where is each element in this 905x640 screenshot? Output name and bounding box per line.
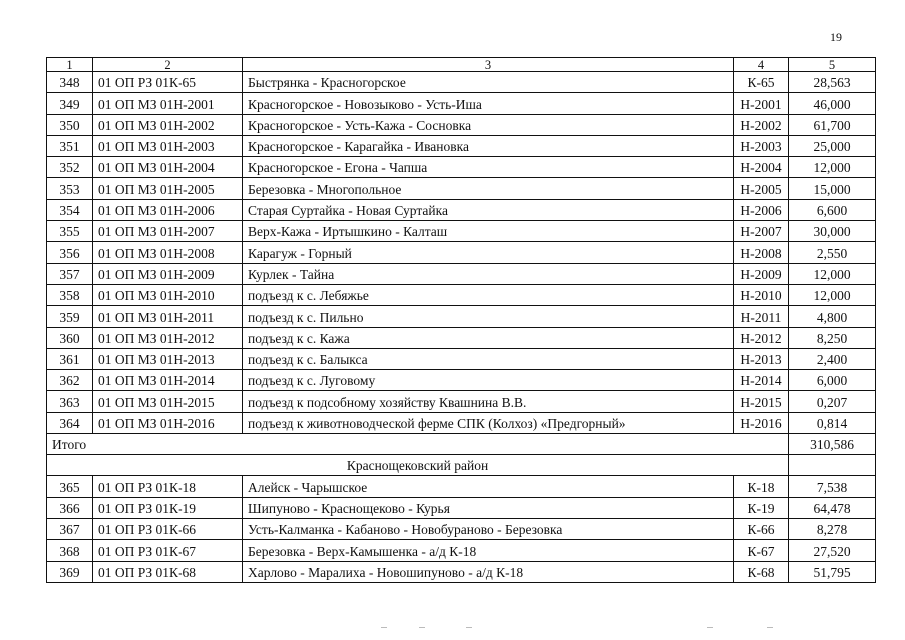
road-code: 01 ОП МЗ 01Н-2003 — [93, 135, 243, 156]
table-row — [47, 178, 876, 199]
road-name: Красногорское - Егона - Чапша — [243, 157, 734, 178]
road-name: подъезд к с. Луговому — [243, 370, 734, 391]
road-code: 01 ОП МЗ 01Н-2012 — [93, 327, 243, 348]
road-name: Харлово - Маралиха - Новошипуново - а/д К-18 — [243, 561, 734, 582]
scan-artifacts — [0, 627, 905, 635]
table-row — [47, 497, 876, 518]
road-length: 7,538 — [789, 476, 876, 497]
road-code: 01 ОП МЗ 01Н-2008 — [93, 242, 243, 263]
column-header-5: 5 — [789, 58, 876, 72]
road-length: 64,478 — [789, 497, 876, 518]
total-label: Итого — [47, 434, 789, 455]
road-name: Алейск - Чарышское — [243, 476, 734, 497]
road-index: Н-2016 — [734, 412, 789, 433]
column-header-2: 2 — [93, 58, 243, 72]
road-code: 01 ОП МЗ 01Н-2005 — [93, 178, 243, 199]
road-code: 01 ОП МЗ 01Н-2014 — [93, 370, 243, 391]
road-index: Н-2007 — [734, 221, 789, 242]
road-code: 01 ОП МЗ 01Н-2002 — [93, 114, 243, 135]
district-empty-cell — [789, 455, 876, 476]
road-code: 01 ОП РЗ 01К-19 — [93, 497, 243, 518]
page-number: 19 — [830, 30, 842, 44]
row-number: 369 — [47, 561, 93, 582]
row-number: 352 — [47, 157, 93, 178]
road-name: Усть-Калманка - Кабаново - Новобураново - Березовка — [243, 518, 734, 539]
road-length: 8,278 — [789, 518, 876, 539]
table-body — [47, 58, 876, 583]
road-name: Березовка - Верх-Камышенка - а/д К-18 — [243, 540, 734, 561]
table-row — [47, 263, 876, 284]
road-name: подъезд к с. Балыкса — [243, 348, 734, 369]
road-length: 12,000 — [789, 263, 876, 284]
road-name: Березовка - Многопольное — [243, 178, 734, 199]
road-index: Н-2010 — [734, 284, 789, 305]
road-length: 12,000 — [789, 284, 876, 305]
road-index: К-65 — [734, 72, 789, 93]
road-code: 01 ОП РЗ 01К-65 — [93, 72, 243, 93]
road-length: 51,795 — [789, 561, 876, 582]
road-index: Н-2005 — [734, 178, 789, 199]
road-length: 12,000 — [789, 157, 876, 178]
district-title: Краснощековский район — [47, 455, 789, 476]
column-header-row — [47, 58, 876, 72]
row-number: 357 — [47, 263, 93, 284]
road-code: 01 ОП МЗ 01Н-2001 — [93, 93, 243, 114]
table-row — [47, 284, 876, 305]
road-name: Верх-Кажа - Иртышкино - Калташ — [243, 221, 734, 242]
road-length: 6,600 — [789, 199, 876, 220]
row-number: 354 — [47, 199, 93, 220]
total-value: 310,586 — [789, 434, 876, 455]
row-number: 350 — [47, 114, 93, 135]
row-number: 349 — [47, 93, 93, 114]
table-row — [47, 199, 876, 220]
road-name: Красногорское - Карагайка - Ивановка — [243, 135, 734, 156]
table-row — [47, 114, 876, 135]
column-header-4: 4 — [734, 58, 789, 72]
row-number: 351 — [47, 135, 93, 156]
table-row — [47, 476, 876, 497]
road-name: подъезд к с. Кажа — [243, 327, 734, 348]
road-index: К-68 — [734, 561, 789, 582]
road-name: Красногорское - Усть-Кажа - Сосновка — [243, 114, 734, 135]
road-length: 27,520 — [789, 540, 876, 561]
road-code: 01 ОП МЗ 01Н-2009 — [93, 263, 243, 284]
road-name: Карагуж - Горный — [243, 242, 734, 263]
road-index: К-66 — [734, 518, 789, 539]
table-row — [47, 348, 876, 369]
row-number: 353 — [47, 178, 93, 199]
row-number: 355 — [47, 221, 93, 242]
road-index: К-67 — [734, 540, 789, 561]
road-name: подъезд к с. Пильно — [243, 306, 734, 327]
roads-table — [46, 57, 876, 583]
road-index: К-18 — [734, 476, 789, 497]
road-code: 01 ОП МЗ 01Н-2016 — [93, 412, 243, 433]
road-name: Старая Суртайка - Новая Суртайка — [243, 199, 734, 220]
row-number: 367 — [47, 518, 93, 539]
road-code: 01 ОП РЗ 01К-66 — [93, 518, 243, 539]
road-index: Н-2008 — [734, 242, 789, 263]
road-name: Шипуново - Краснощеково - Курья — [243, 497, 734, 518]
table-row — [47, 561, 876, 582]
road-index: Н-2009 — [734, 263, 789, 284]
row-number: 365 — [47, 476, 93, 497]
road-index: Н-2003 — [734, 135, 789, 156]
road-name: Красногорское - Новозыково - Усть-Иша — [243, 93, 734, 114]
road-length: 4,800 — [789, 306, 876, 327]
road-length: 61,700 — [789, 114, 876, 135]
row-number: 362 — [47, 370, 93, 391]
road-code: 01 ОП МЗ 01Н-2013 — [93, 348, 243, 369]
row-number: 358 — [47, 284, 93, 305]
road-name: Курлек - Тайна — [243, 263, 734, 284]
road-length: 25,000 — [789, 135, 876, 156]
road-code: 01 ОП МЗ 01Н-2015 — [93, 391, 243, 412]
road-length: 6,000 — [789, 370, 876, 391]
road-index: К-19 — [734, 497, 789, 518]
row-number: 364 — [47, 412, 93, 433]
row-number: 356 — [47, 242, 93, 263]
road-length: 28,563 — [789, 72, 876, 93]
table-row — [47, 157, 876, 178]
table-row — [47, 93, 876, 114]
table-row — [47, 370, 876, 391]
row-number: 348 — [47, 72, 93, 93]
table-row — [47, 327, 876, 348]
row-number: 359 — [47, 306, 93, 327]
road-length: 46,000 — [789, 93, 876, 114]
road-length: 0,814 — [789, 412, 876, 433]
table-row — [47, 221, 876, 242]
road-name: подъезд к животноводческой ферме СПК (Колхоз) «Предгорный» — [243, 412, 734, 433]
road-name: подъезд к подсобному хозяйству Квашнина В.В. — [243, 391, 734, 412]
road-code: 01 ОП РЗ 01К-18 — [93, 476, 243, 497]
road-index: Н-2013 — [734, 348, 789, 369]
road-index: Н-2012 — [734, 327, 789, 348]
row-number: 363 — [47, 391, 93, 412]
road-index: Н-2011 — [734, 306, 789, 327]
road-code: 01 ОП МЗ 01Н-2007 — [93, 221, 243, 242]
road-code: 01 ОП МЗ 01Н-2006 — [93, 199, 243, 220]
row-number: 368 — [47, 540, 93, 561]
table-row — [47, 242, 876, 263]
road-length: 8,250 — [789, 327, 876, 348]
road-length: 2,550 — [789, 242, 876, 263]
road-code: 01 ОП РЗ 01К-68 — [93, 561, 243, 582]
road-code: 01 ОП РЗ 01К-67 — [93, 540, 243, 561]
road-index: Н-2015 — [734, 391, 789, 412]
row-number: 366 — [47, 497, 93, 518]
district-row — [47, 455, 876, 476]
column-header-3: 3 — [243, 58, 734, 72]
road-index: Н-2004 — [734, 157, 789, 178]
road-length: 0,207 — [789, 391, 876, 412]
road-length: 15,000 — [789, 178, 876, 199]
road-index: Н-2006 — [734, 199, 789, 220]
road-index: Н-2002 — [734, 114, 789, 135]
total-row — [47, 434, 876, 455]
row-number: 360 — [47, 327, 93, 348]
road-code: 01 ОП МЗ 01Н-2004 — [93, 157, 243, 178]
table-row — [47, 540, 876, 561]
table-row — [47, 391, 876, 412]
road-length: 30,000 — [789, 221, 876, 242]
table-row — [47, 518, 876, 539]
road-length: 2,400 — [789, 348, 876, 369]
road-name: подъезд к с. Лебяжье — [243, 284, 734, 305]
column-header-1: 1 — [47, 58, 93, 72]
table-row — [47, 412, 876, 433]
row-number: 361 — [47, 348, 93, 369]
road-code: 01 ОП МЗ 01Н-2011 — [93, 306, 243, 327]
road-name: Быстрянка - Красногорское — [243, 72, 734, 93]
table-row — [47, 135, 876, 156]
road-index: Н-2014 — [734, 370, 789, 391]
road-index: Н-2001 — [734, 93, 789, 114]
table-row — [47, 72, 876, 93]
table-row — [47, 306, 876, 327]
road-code: 01 ОП МЗ 01Н-2010 — [93, 284, 243, 305]
